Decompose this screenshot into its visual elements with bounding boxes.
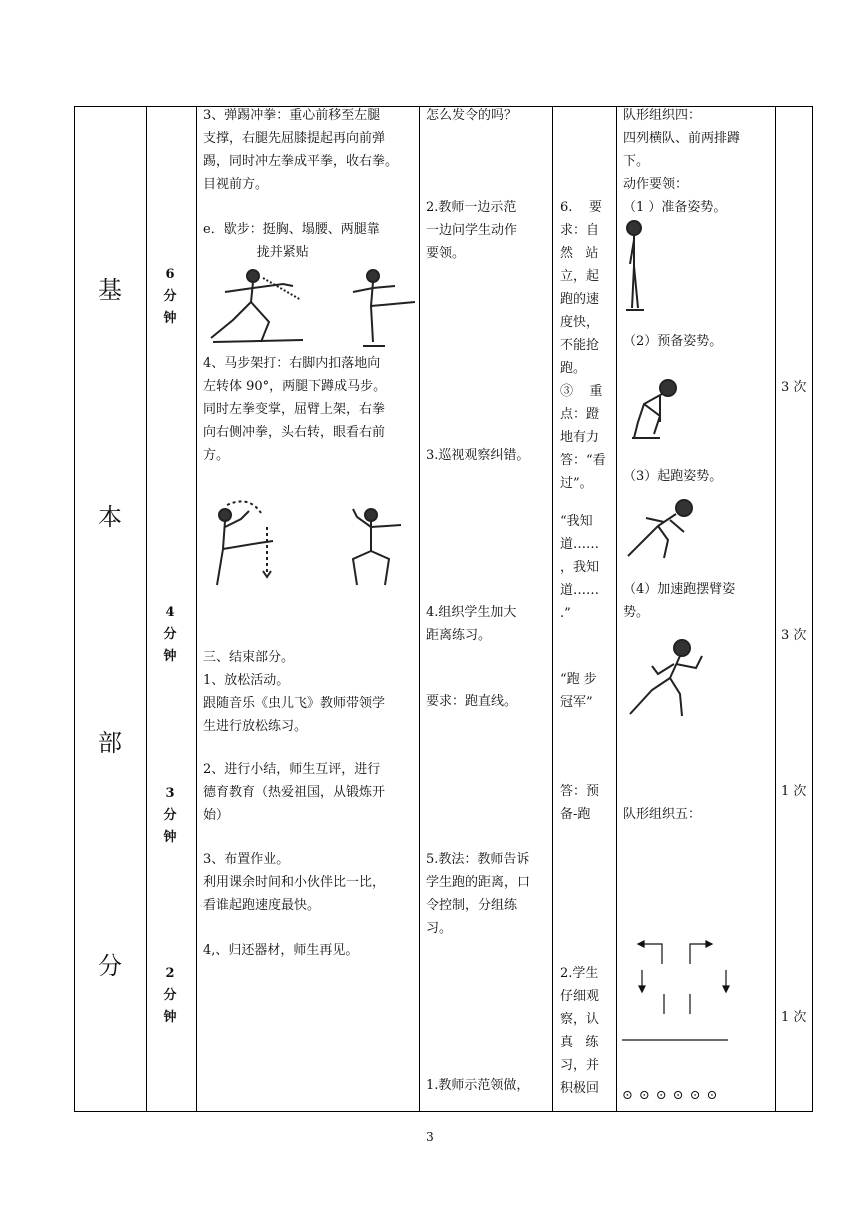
start-running-figure: [624, 496, 698, 564]
teacher-step-3: 3.巡视观察纠错。: [426, 448, 530, 463]
time-unit: 分: [163, 988, 177, 1003]
time-number: 2: [165, 966, 175, 981]
student-answer-know: “我知 道…… ，我知 道…… .”: [560, 514, 600, 621]
column-border: [419, 106, 420, 1112]
section-label-char: 部: [98, 729, 122, 757]
section-label-char: 分: [98, 952, 122, 980]
column-border: [196, 106, 197, 1112]
page-number: 3: [426, 1130, 434, 1144]
time-block: [160, 602, 180, 668]
content-item-4: 4、马步架打：右脚内扣落地向 左转体 90°，两腿下蹲成马步。 同时左拳变掌，屈臂上架，右拳 向右侧冲拳，头右转，眼看右前 方。: [203, 356, 387, 463]
time-unit: 钟: [163, 1010, 177, 1025]
ready-posture-figure: [622, 218, 648, 314]
count: 3 次: [781, 628, 807, 643]
teacher-requirement: 要求：跑直线。: [426, 694, 518, 709]
student-step-2: 2.学生 仔细观 察，认 真 练 习，并 积极回: [560, 966, 600, 1096]
column-border: [775, 106, 776, 1112]
teacher-step-5: 5.教法：教师告诉 学生跑的距离，口 令控制，分组练 习。: [426, 852, 531, 936]
time-number: 6: [165, 267, 175, 282]
time-unit: 钟: [163, 830, 177, 845]
content-item-e: e．歇步：挺胸、塌腰、两腿靠 拢并紧贴: [203, 222, 380, 260]
time-block: [160, 963, 180, 1029]
return-equipment: 4,、归还器材，师生再见。: [203, 943, 359, 958]
time-number: 3: [165, 786, 175, 801]
formation-four: 队形组织四： 四列横队、前两排蹲 下。 动作要领： （1 ）准备姿势。: [623, 108, 741, 215]
count: 3 次: [781, 380, 807, 395]
count: 1 次: [781, 1010, 807, 1025]
column-border: [74, 106, 75, 1112]
column-border: [812, 106, 813, 1112]
time-unit: 分: [163, 627, 177, 642]
accelerate-posture: （4）加速跑摆臂姿 势。: [623, 582, 736, 620]
kick-punch-figure-illustration: [203, 262, 417, 348]
formation-five: 队形组织五：: [623, 807, 702, 822]
student-answer-ready: 答：预 备-跑: [560, 784, 600, 822]
count: 1 次: [781, 784, 807, 799]
set-posture-figure: [630, 376, 682, 442]
table-bottom-border: [74, 1111, 812, 1112]
content-item-3: 3、弹踢冲拳：重心前移至左腿 支撑，右腿先屈膝提起再向前弹 踢，同时冲左拳成平拳，收右拳。 目视前方。: [203, 108, 399, 192]
student-dots: ⊙⊙⊙⊙⊙⊙: [622, 1088, 724, 1103]
teacher-step-2: 2.教师一边示范 一边问学生动作 要领。: [426, 200, 518, 261]
formation-five-diagram: [622, 934, 734, 1046]
column-border: [616, 106, 617, 1112]
time-unit: 分: [163, 289, 177, 304]
column-border: [146, 106, 147, 1112]
section-label-char: 本: [98, 503, 122, 531]
section-label-char: 基: [98, 276, 122, 304]
time-unit: 钟: [163, 649, 177, 664]
summary: 2、进行小结，师生互评，进行 德育教育（热爱祖国，从锻炼开 始）: [203, 762, 386, 823]
teacher-step-1: 1.教师示范领做，: [426, 1078, 530, 1093]
time-number: 4: [165, 605, 175, 620]
horse-stance-figure-illustration: [203, 497, 417, 591]
column-border: [552, 106, 553, 1112]
student-answer-champion: “跑 步 冠军”: [560, 672, 597, 710]
time-block: [160, 264, 180, 330]
student-requirement: 6. 要 求：自 然 站 立，起 跑的速 度快， 不能抢 跑。 ③ 重 点：蹬 地有力 答：“看 过”。: [560, 200, 606, 491]
accelerate-running-figure: [624, 636, 704, 720]
homework: 3、布置作业。 利用课余时间和小伙伴比一比， 看谁起跑速度最快。: [203, 852, 386, 913]
prepare-posture: （2）预备姿势。: [623, 334, 723, 349]
time-unit: 钟: [163, 311, 177, 326]
start-posture: （3）起跑姿势。: [623, 469, 723, 484]
time-unit: 分: [163, 808, 177, 823]
teacher-step-4: 4.组织学生加大 距离练习。: [426, 605, 517, 643]
time-block: [160, 783, 180, 849]
teacher-question: 怎么发令的吗？: [426, 108, 518, 123]
end-part: 三、结束部分。 1、放松活动。 跟随音乐《虫儿飞》教师带领学 生进行放松练习。: [203, 650, 386, 734]
